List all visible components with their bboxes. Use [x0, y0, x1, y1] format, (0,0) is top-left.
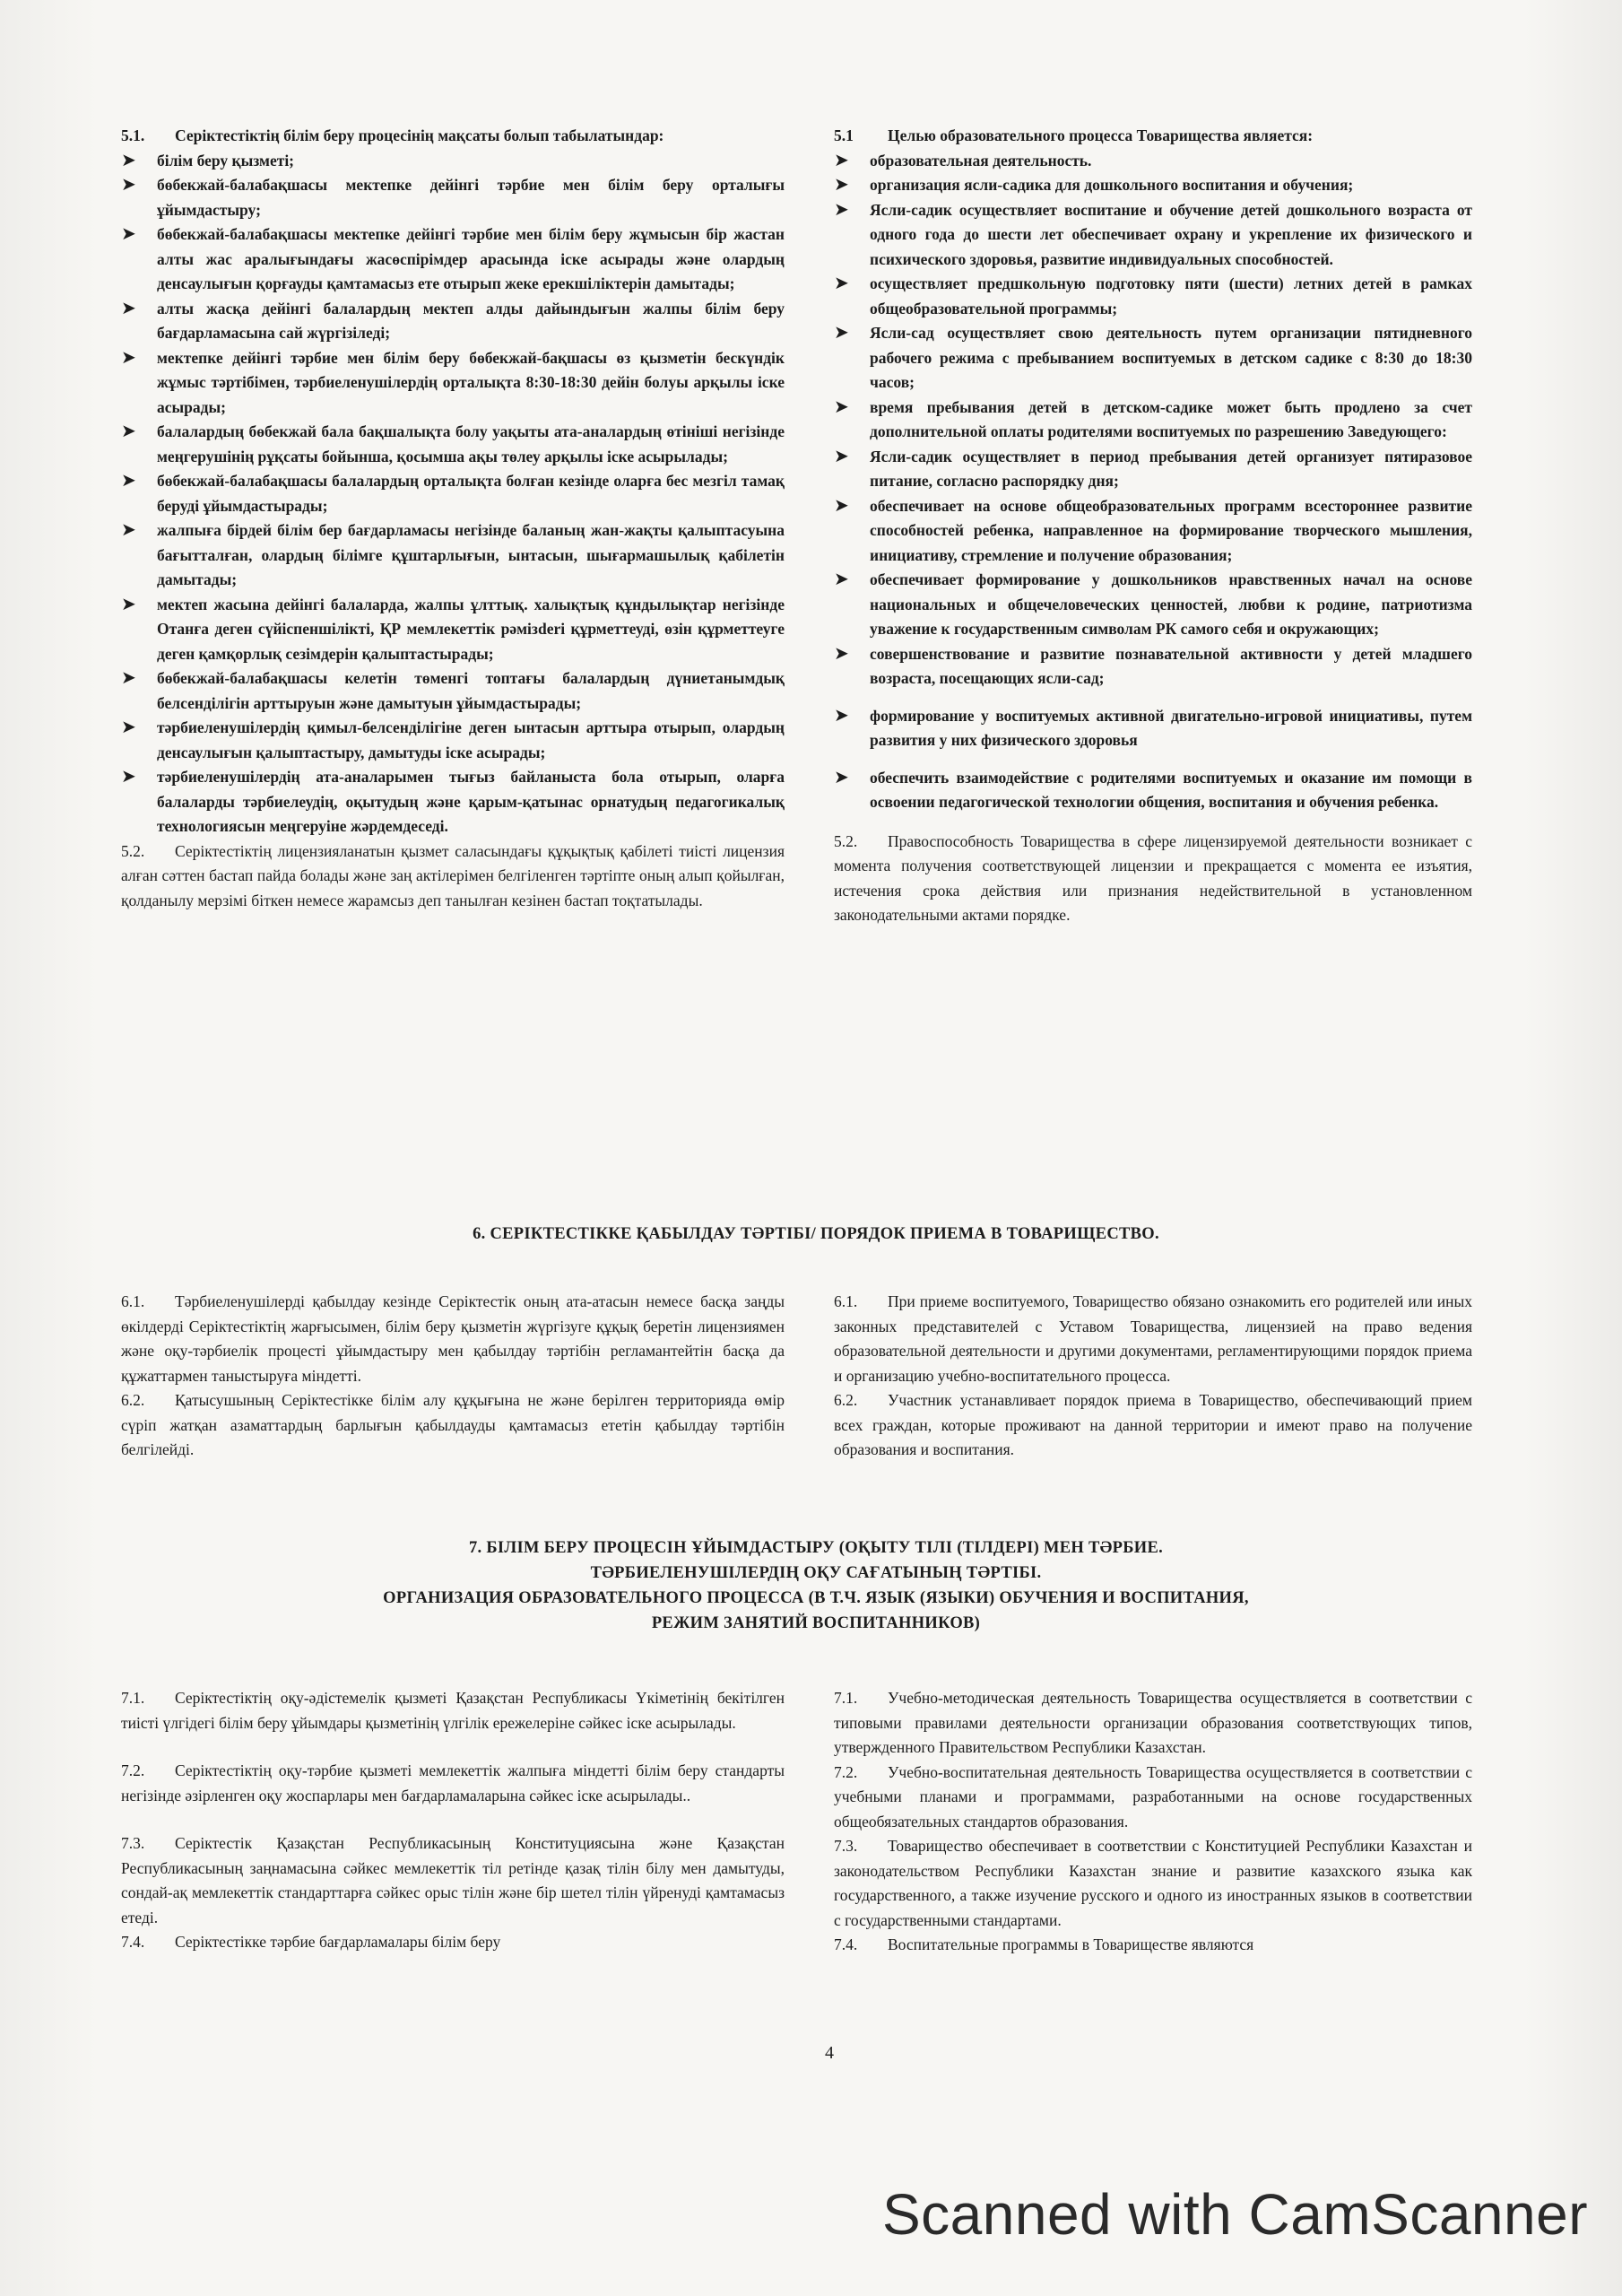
paragraph-7-2-kz	[121, 1759, 785, 1808]
paragraph-number: 7.2.	[121, 1761, 145, 1779]
arrow-bullet-icon: ➤	[121, 298, 136, 318]
paragraph-number: 7.1.	[121, 1689, 145, 1707]
list-item-text: обеспечивает формирование у дошкольников нравственных начал на основе национальных и общечеловеческих ценностей, любви к родине, патриотизма уважение к государственным символам РК самого себя и окружающих;	[870, 570, 1472, 638]
section7-ru-column	[834, 1686, 1472, 1958]
paragraph-text: Серіктестік Қазақстан Республикасының Конституциясына және Қазақстан Республикасының заңнамасына сәйкес мемлекеттік тіл ретінде қазақ тілін білу мен дамытуды, сондай-ақ мемлекеттік стандарттарға сәйкес орыс тілін және бір шетел тілін үйренуді қамтамасыз етеді.	[121, 1834, 785, 1926]
section5-ru-heading	[834, 124, 1472, 149]
page-number: 4	[825, 2043, 834, 2063]
section7-heading	[143, 1535, 1488, 1636]
arrow-bullet-icon: ➤	[121, 224, 136, 244]
list-item-text: бөбекжай-балабақшасы келетін төменгі топтағы балалардың дүниетанымдық белсенділігін арттыруын және дамытуын ұйымдастырады;	[157, 669, 785, 712]
arrow-bullet-icon: ➤	[121, 347, 136, 368]
list-item	[121, 765, 785, 839]
arrow-bullet-icon: ➤	[834, 643, 849, 664]
arrow-bullet-icon: ➤	[834, 199, 849, 220]
paragraph-7-2-ru	[834, 1761, 1472, 1835]
list-item	[834, 173, 1472, 198]
paragraph-number: 7.4.	[121, 1933, 145, 1951]
arrow-bullet-icon: ➤	[834, 705, 849, 726]
list-item	[834, 149, 1472, 174]
paragraph-number: 6.2.	[121, 1391, 145, 1409]
list-item	[834, 704, 1472, 753]
arrow-bullet-icon: ➤	[834, 150, 849, 170]
paragraph-number: 7.4.	[834, 1935, 858, 1953]
list-item	[121, 666, 785, 716]
list-item	[121, 469, 785, 518]
list-item	[121, 716, 785, 765]
arrow-bullet-icon: ➤	[121, 767, 136, 787]
arrow-bullet-icon: ➤	[121, 150, 136, 170]
section5-kz-bullet-list	[121, 149, 785, 839]
arrow-bullet-icon: ➤	[834, 570, 849, 589]
list-item	[834, 321, 1472, 396]
paragraph-text: Правоспособность Товарищества в сфере лицензируемой деятельности возникает с момента получения соответствующей лицензии и прекращается с момента ее изъятия, истечения срока действия или признания недействительной в установленном законодательными актами порядке.	[834, 831, 1472, 924]
arrow-bullet-icon: ➤	[121, 520, 136, 540]
list-item	[834, 568, 1472, 642]
section5-kz-heading	[121, 124, 785, 149]
camscanner-watermark: Scanned with CamScanner	[881, 2182, 1588, 2247]
list-item	[121, 346, 785, 421]
heading-line: ОРГАНИЗАЦИЯ ОБРАЗОВАТЕЛЬНОГО ПРОЦЕССА (В Т.Ч. ЯЗЫК (ЯЗЫКИ) ОБУЧЕНИЯ И ВОСПИТАНИЯ,	[383, 1589, 1249, 1607]
paragraph-text: Воспитательные программы в Товариществе являются	[888, 1935, 1254, 1953]
paragraph-number: 7.3.	[834, 1837, 858, 1855]
list-item-text: алты жасқа дейінгі балалардың мектеп алды дайындығын жалпы білім беру бағдарламасына сай жүргізіледі;	[157, 299, 785, 342]
section6-kz-column	[121, 1290, 785, 1463]
arrow-bullet-icon: ➤	[121, 594, 136, 614]
section6-heading: 6. СЕРІКТЕСТІККЕ ҚАБЫЛДАУ ТӘРТІБІ/ ПОРЯДОК ПРИЕМА В ТОВАРИЩЕСТВО.	[473, 1225, 1159, 1243]
list-item-text: тәрбиеленушілердің қимыл-белсенділігіне деген ынтасын арттыра отырып, олардың денсаулығын қалыптастыру, дамытуды іске асырады;	[157, 718, 785, 761]
paragraph-text: Серіктестіктің оқу-тәрбие қызметі мемлекеттік жалпыға міндетті білім беру стандарты негізінде әзірленген оқу жоспарлары мен бағдарламаларына сәйкес іске асырылады..	[121, 1761, 785, 1805]
arrow-bullet-icon: ➤	[834, 323, 849, 343]
list-item	[834, 494, 1472, 569]
paragraph-number: 5.2.	[834, 831, 858, 850]
arrow-bullet-icon: ➤	[834, 274, 849, 293]
paragraph-text: Участник устанавливает порядок приема в Товарищество, обеспечивающий прием всех граждан, которые проживают на данной территории и имеют право на получение образования и воспитания.	[834, 1391, 1472, 1458]
list-item-text: Ясли-садик осуществляет в период пребывания детей организует пятиразовое питание, согласно распорядку дня;	[870, 447, 1472, 490]
paragraph-number: 6.1.	[834, 1292, 858, 1310]
list-item-text: совершенствование и развитие познавательной активности у детей младшего возраста, посещающих ясли-сад;	[870, 644, 1472, 687]
paragraph-5-2-ru	[834, 830, 1472, 928]
heading-line: 7. БІЛІМ БЕРУ ПРОЦЕСІН ҰЙЫМДАСТЫРУ (ОҚЫТУ ТІЛІ (ТІЛДЕРІ) МЕН ТӘРБИЕ.	[468, 1539, 1164, 1557]
section5-kz-column	[121, 124, 785, 913]
section7-kz-column	[121, 1686, 785, 1955]
list-item	[121, 297, 785, 346]
paragraph-7-3-ru	[834, 1834, 1472, 1933]
list-item-text: жалпыға бірдей білім бер бағдарламасы негізінде баланың жан-жақты қалыптасуына бағытталған, олардың білімге құштарлығын, ынтасын, шығармашылық қабілетін дамытады;	[157, 521, 785, 588]
list-item-text: білім беру қызметі;	[157, 151, 295, 170]
paragraph-text: Товарищество обеспечивает в соответствии с Конституцией Республики Казахстан и законодательством Республики Казахстан знание и развитие казахского языка как государственного, а также изучение русского и одного из иностранных языков в соответствии с государственными стандартами.	[834, 1837, 1472, 1929]
paragraph-text: При приеме воспитуемого, Товарищество обязано ознакомить его родителей или иных законных представителей с Уставом Товарищества, лицензией на право ведения образовательной деятельности и другими документами, регламентирующими порядок приема и организацию учебно-воспитательного процесса.	[834, 1292, 1472, 1385]
paragraph-number: 6.2.	[834, 1391, 858, 1409]
list-item	[121, 518, 785, 593]
list-item-text: бөбекжай-балабақшасы мектепке дейінгі тәрбие мен білім беру жұмысын бір жастан алты жас аралығындағы жасөспірімдер арасында іске асырады және олардың денсаулығын қорғауды қамтамасыз ете отырып жеке ерекшіліктерін дамытады;	[157, 225, 785, 292]
arrow-bullet-icon: ➤	[834, 767, 849, 787]
list-item	[834, 272, 1472, 321]
paragraph-number: 7.3.	[121, 1834, 145, 1852]
paragraph-7-3-kz	[121, 1831, 785, 1930]
paragraph-7-1-kz	[121, 1686, 785, 1735]
list-item-text: балалардың бөбекжай бала бақшалықта болу уақыты ата-аналардың өтініші негізінде меңгерушінің рұқсаты бойынша, қосымша ақы төлеу арқылы іске асырылады;	[157, 422, 785, 465]
paragraph-6-1-kz	[121, 1290, 785, 1388]
list-item	[121, 222, 785, 297]
section5-ru-bullet-list	[834, 149, 1472, 815]
list-item	[834, 642, 1472, 691]
paragraph-number: 7.1.	[834, 1689, 858, 1707]
list-item	[834, 198, 1472, 273]
list-item-text: формирование у воспитуемых активной двигательно-игровой инициативы, путем развития у них физического здоровья	[870, 706, 1472, 749]
paragraph-7-4-ru	[834, 1933, 1472, 1958]
list-item-text: обеспечивает на основе общеобразовательных программ всестороннее развитие способностей ребенка, направленное на формирование творческого мышления, инициативу, стремление и получение образования;	[870, 496, 1472, 564]
arrow-bullet-icon: ➤	[834, 396, 849, 417]
list-item	[121, 149, 785, 174]
list-item-text: тәрбиеленушілердің ата-аналарымен тығыз байланыста бола отырып, оларға балаларды тәрбиелеудің, оқытудың және қарым-қатынас орнатудың педагогикалық технологиясын меңгеруіне жәрдемдеседі.	[157, 768, 785, 835]
list-item-text: Ясли-садик осуществляет воспитание и обучение детей дошкольного возраста от одного года до шести лет обеспечивает охрану и укрепление их физического и психического здоровья, развитие индивидуальных способностей.	[870, 200, 1472, 268]
arrow-bullet-icon: ➤	[834, 446, 849, 466]
section5-ru-column	[834, 124, 1472, 928]
list-item	[834, 445, 1472, 494]
list-item	[121, 420, 785, 469]
paragraph-text: Серіктестікке тәрбие бағдарламалары білім беру	[175, 1933, 501, 1951]
arrow-bullet-icon: ➤	[834, 175, 849, 195]
paragraph-number: 5.1	[834, 126, 854, 144]
paragraph-text: Учебно-методическая деятельность Товарищества осуществляется в соответствии с типовыми правилами деятельности организации образования соответствующих типов, утвержденного Правительством Республики Казахстан.	[834, 1689, 1472, 1756]
paragraph-number: 5.2.	[121, 841, 145, 860]
arrow-bullet-icon: ➤	[121, 471, 136, 491]
paragraph-6-2-kz	[121, 1388, 785, 1463]
list-item-text: Ясли-сад осуществляет свою деятельность путем организации пятидневного рабочего режима с пребыванием воспитуемых в детском садике с 8:30 до 18:30 часов;	[870, 324, 1472, 391]
section6-ru-column	[834, 1290, 1472, 1463]
list-item	[121, 173, 785, 222]
paragraph-7-4-kz	[121, 1930, 785, 1955]
heading-line: ТӘРБИЕЛЕНУШІЛЕРДІҢ ОҚУ САҒАТЫНЫҢ ТӘРТІБІ.	[590, 1564, 1042, 1582]
list-item-text: осуществляет предшкольную подготовку пяти (шести) летних детей в рамках общеобразовательной программы;	[870, 274, 1472, 317]
paragraph-text: Целью образовательного процесса Товарищества является:	[888, 126, 1314, 144]
paragraph-6-1-ru	[834, 1290, 1472, 1388]
paragraph-number: 6.1.	[121, 1292, 145, 1310]
paragraph-7-1-ru	[834, 1686, 1472, 1761]
paragraph-text: Серіктестіктің лицензияланатын қызмет саласындағы құқықтық қабілеті тиісті лицензия алған сәттен бастап пайда болады және заң актілерімен белгіленген тәртіпте оның алып қойылған, қолданылу мерзімі біткен немесе жарамсыз деп танылған кезінен бастап тоқтатылады.	[121, 841, 785, 909]
list-item-text: образовательная деятельность.	[870, 151, 1092, 170]
arrow-bullet-icon: ➤	[121, 668, 136, 688]
list-item-text: обеспечить взаимодействие с родителями воспитуемых и оказание им помощи в освоении педагогической технологии общения, воспитания и обучения ребенка.	[870, 768, 1472, 811]
list-item-text: мектеп жасына дейінгі балаларда, жалпы ұлттық. халықтық құндылықтар негізінде Отанға деген сүйіспеншілікті, ҚР мемлекеттік рәмізderi құрметтеуді, өзін құрметтеуге деген қамқорлық сезімдерін қалыптастырады;	[157, 595, 785, 663]
list-item	[121, 593, 785, 667]
heading-line: РЕЖИМ ЗАНЯТИЙ ВОСПИТАННИКОВ)	[651, 1614, 981, 1632]
paragraph-number: 5.1.	[121, 126, 145, 144]
paragraph-text: Тәрбиеленушілерді қабылдау кезінде Серіктестік оның ата-атасын немесе басқа заңды өкілдерді Серіктестіктің жарғысымен, білім беру қызметін жүргізуге құқық беретін лицензиямен және оқу-тәрбиелік процесті ұйымдастыру мен қабылдау тәртібін регламантейтін басқа да құжаттармен таныстыруға міндетті.	[121, 1292, 785, 1385]
paragraph-text: Серіктестіктің білім беру процесінің мақсаты болып табылатындар:	[175, 126, 664, 144]
arrow-bullet-icon: ➤	[121, 422, 136, 441]
paragraph-text: Учебно-воспитательная деятельность Товарищества осуществляется в соответствии с учебными планами и программами, разработанными на основе государственных общеобязательных стандартов образования.	[834, 1762, 1472, 1831]
list-item	[834, 396, 1472, 445]
paragraph-6-2-ru	[834, 1388, 1472, 1463]
list-item	[834, 766, 1472, 815]
arrow-bullet-icon: ➤	[834, 495, 849, 516]
paragraph-5-2-kz	[121, 839, 785, 914]
paragraph-text: Қатысушының Серіктестікке білім алу құқығына не және берілген территорияда өмір сүріп жатқан азаматтардың барлығын қабылдауды қамтамасыз ететін қабылдау тәртібін белгілейді.	[121, 1391, 785, 1458]
list-item-text: бөбекжай-балабақшасы балалардың орталықта болған кезінде оларға бес мезгіл тамақ беруді ұйымдастырады;	[157, 472, 785, 515]
paragraph-number: 7.2.	[834, 1762, 858, 1781]
list-item-text: бөбекжай-балабақшасы мектепке дейінгі тәрбие мен білім беру орталығы ұйымдастыру;	[157, 176, 785, 219]
list-item-text: организация ясли-садика для дошкольного воспитания и обучения;	[870, 176, 1354, 194]
list-item-text: мектепке дейінгі тәрбие мен білім беру бөбекжай-бақшасы өз қызметін бескүндік жұмыс тәртібімен, тәрбиеленушілердің орталықта 8:30-18:30 дейін болуы арқылы іске асырады;	[157, 348, 785, 416]
arrow-bullet-icon: ➤	[121, 175, 136, 195]
arrow-bullet-icon: ➤	[121, 718, 136, 737]
paragraph-text: Серіктестіктің оқу-әдістемелік қызметі Қазақстан Республикасы Үкіметінің бекітілген тиісті үлгідегі білім беру ұйымдары қызметінің үлгілік ережелеріне сәйкес іске асырылады.	[121, 1689, 785, 1732]
list-item-text: время пребывания детей в детском-садике может быть продлено за счет дополнительной оплаты родителями воспитуемых по разрешению Заведующего:	[870, 397, 1472, 440]
